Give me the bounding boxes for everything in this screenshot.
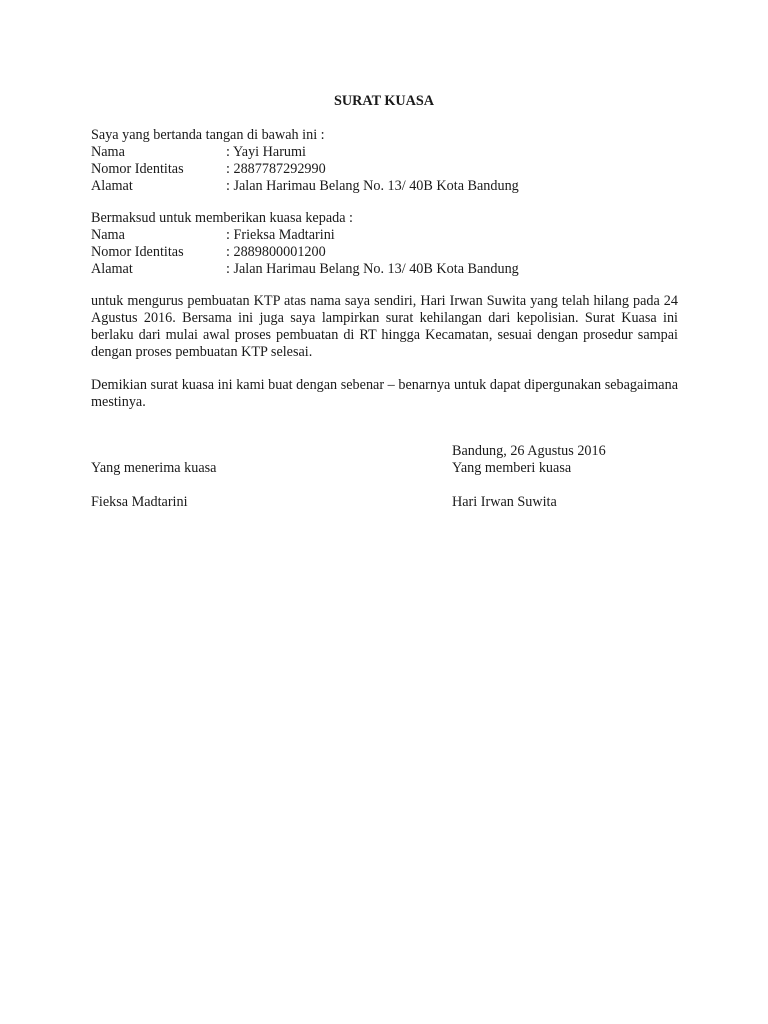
grantee-address-label: Alamat (91, 261, 133, 277)
grantor-id-value: : 2887787292990 (226, 161, 326, 177)
grantor-section (91, 127, 681, 195)
grantee-name-value: : Frieksa Madtarini (226, 227, 335, 243)
giver-label: Yang memberi kuasa (452, 460, 572, 476)
grantee-id-label: Nomor Identitas (91, 244, 184, 260)
grantee-section (91, 210, 681, 278)
grantee-id-row (91, 244, 681, 261)
grantee-name-label: Nama (91, 227, 125, 243)
grantor-name-value: : Yayi Harumi (226, 144, 307, 160)
grantee-name-row (91, 227, 681, 244)
body-paragraph: untuk mengurus pembuatan KTP atas nama saya sendiri, Hari Irwan Suwita yang telah hilang pada 24 Agustus 2016. Bersama ini juga saya lampirkan surat kehilangan dari kepolisian. Surat Kuasa ini berlaku dari mulai awal proses pembuatan di RT hingga Kecamatan, sesuai dengan prosedur sampai dengan proses pembuatan KTP selesai. (91, 293, 678, 360)
document-title: SURAT KUASA (334, 93, 434, 109)
grantor-address-label: Alamat (91, 178, 133, 194)
grantee-id-value: : 2889800001200 (226, 244, 326, 260)
grantee-address-value: : Jalan Harimau Belang No. 13/ 40B Kota Bandung (226, 261, 519, 277)
giver-name: Hari Irwan Suwita (452, 494, 557, 510)
grantor-name-row (91, 144, 681, 161)
grantor-intro: Saya yang bertanda tangan di bawah ini : (91, 127, 325, 143)
closing-paragraph: Demikian surat kuasa ini kami buat dengan sebenar – benarnya untuk dapat dipergunakan sebagaimana mestinya. (91, 377, 678, 410)
grantor-name-label: Nama (91, 144, 125, 160)
grantor-id-row (91, 161, 681, 178)
receiver-label: Yang menerima kuasa (91, 460, 217, 476)
grantor-address-row (91, 178, 681, 195)
place-date: Bandung, 26 Agustus 2016 (452, 443, 606, 459)
receiver-name: Fieksa Madtarini (91, 494, 188, 510)
grantor-id-label: Nomor Identitas (91, 161, 184, 177)
grantee-intro: Bermaksud untuk memberikan kuasa kepada : (91, 210, 353, 226)
grantee-address-row (91, 261, 681, 278)
grantor-address-value: : Jalan Harimau Belang No. 13/ 40B Kota Bandung (226, 178, 519, 194)
